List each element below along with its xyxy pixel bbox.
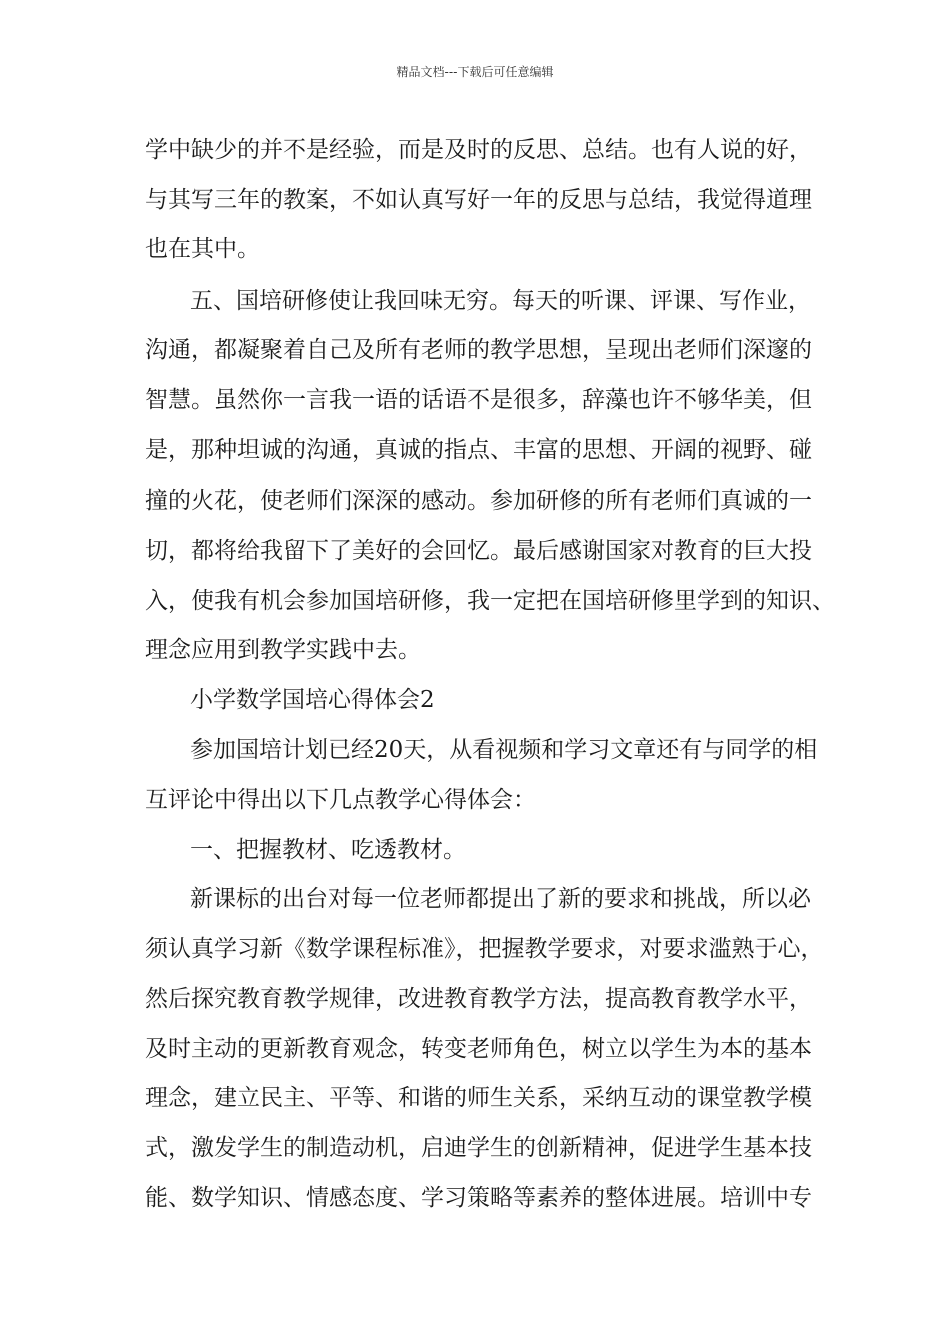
text-line: 须认真学习新《数学课程标准》，把握教学要求，对要求滥熟于心， xyxy=(145,936,824,962)
text-line: 与其写三年的教案，不如认真写好一年的反思与总结，我觉得道理 xyxy=(145,187,812,213)
page-header: 精品文档---下载后可任意编辑 xyxy=(396,65,554,79)
paragraph-start-line: 参加国培计划已经20天，从看视频和学习文章还有与同学的相 xyxy=(190,737,818,763)
text-line: 理念，建立民主、平等、和谐的师生关系，采纳互动的课堂教学模 xyxy=(145,1085,812,1111)
text-line: 学中缺少的并不是经验，而是及时的反思、总结。也有人说的好， xyxy=(145,137,812,163)
text-line: 及时主动的更新教育观念，转变老师角色，树立以学生为本的基本 xyxy=(145,1036,812,1062)
text-line: 能、数学知识、情感态度、学习策略等素养的整体进展。培训中专 xyxy=(145,1185,812,1211)
paragraph-start-line: 五、国培研修使让我回味无穷。每天的听课、评课、写作业， xyxy=(190,288,811,314)
section-heading: 一、把握教材、吃透教材。 xyxy=(190,837,466,863)
paragraph-start-line: 新课标的出台对每一位老师都提出了新的要求和挑战，所以必 xyxy=(190,886,811,912)
text-line: 互评论中得出以下几点教学心得体会： xyxy=(145,787,536,813)
text-line: 沟通，都凝聚着自己及所有老师的教学思想，呈现出老师们深邃的 xyxy=(145,337,812,363)
text-line: 然后探究教育教学规律，改进教育教学方法，提高教育教学水平， xyxy=(145,986,812,1012)
text-line: 式，激发学生的制造动机，启迪学生的创新精神，促进学生基本技 xyxy=(145,1135,812,1161)
text-line: 理念应用到教学实践中去。 xyxy=(145,637,421,663)
text-line: 切，都将给我留下了美好的会回忆。最后感谢国家对教育的巨大投 xyxy=(145,538,812,564)
text-line: 入，使我有机会参加国培研修，我一定把在国培研修里学到的知识、 xyxy=(145,588,835,614)
text-line: 撞的火花，使老师们深深的感动。参加研修的所有老师们真诚的一 xyxy=(145,488,812,514)
text-line: 是，那种坦诚的沟通，真诚的指点、丰富的思想、开阔的视野、碰 xyxy=(145,437,812,463)
text-line: 智慧。虽然你一言我一语的话语不是很多，辞藻也许不够华美，但 xyxy=(145,387,812,413)
section-title: 小学数学国培心得体会2 xyxy=(190,687,435,713)
text-line: 也在其中。 xyxy=(145,236,260,262)
